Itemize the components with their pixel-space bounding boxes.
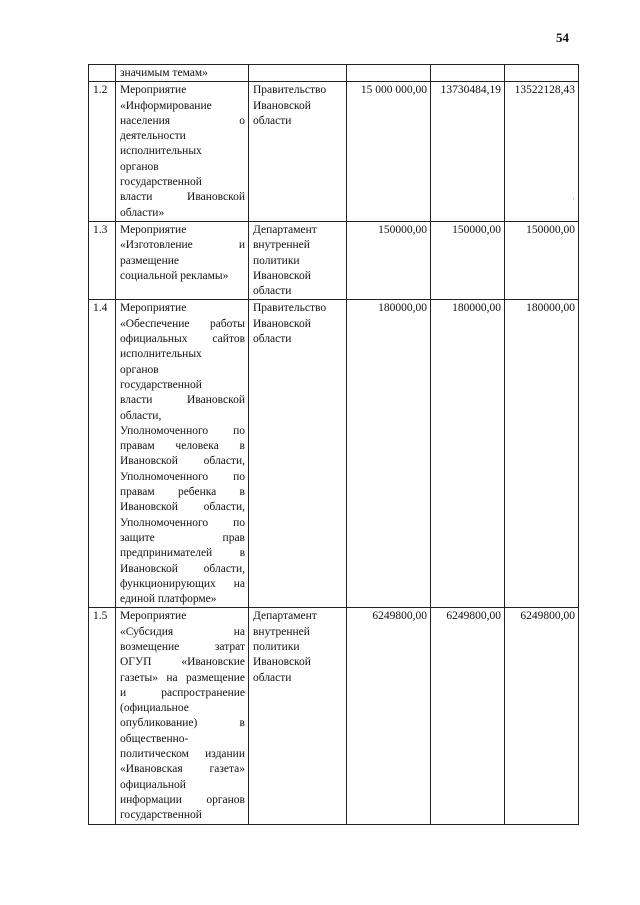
amount-cell-3: 150000,00 <box>505 221 579 299</box>
executor-line: политики <box>253 640 300 653</box>
amount-cell-3: 6249800,00 <box>505 608 579 824</box>
activity-name-line: (официальное <box>120 702 189 715</box>
amount-cell-2: 180000,00 <box>431 300 505 608</box>
table-body <box>89 65 579 825</box>
activity-name-line: Ивановской области, <box>120 501 245 514</box>
activity-name-line: функционирующих на <box>120 577 245 590</box>
executor-line: Ивановской <box>253 99 311 112</box>
activity-name-line: области, <box>120 409 162 422</box>
executor-line: области <box>253 333 292 346</box>
activity-name-line: правам ребенка в <box>120 486 245 499</box>
activity-name-line: области» <box>120 206 165 219</box>
activity-name-line: «Обеспечение работы <box>120 317 245 330</box>
activity-name-line: значимым темам» <box>120 67 208 79</box>
activity-name-line: государственной <box>120 176 202 189</box>
executor-line: Ивановской <box>253 656 311 669</box>
activity-name-line: Ивановской области, <box>120 562 245 575</box>
activity-name-line: информации органов <box>120 793 245 806</box>
table-row <box>89 221 579 299</box>
activity-name-cell <box>116 221 249 299</box>
activity-name-line: деятельности <box>120 130 186 143</box>
budget-table <box>88 64 579 825</box>
activity-name-line: исполнительных <box>120 348 202 361</box>
activity-name-line: Мероприятие <box>120 610 187 623</box>
row-number <box>89 65 116 82</box>
executor-cell <box>249 608 347 824</box>
activity-name-line: Уполномоченного по <box>120 470 245 483</box>
amount-cell-2: 150000,00 <box>431 221 505 299</box>
activity-name-line: единой платформе» <box>120 593 217 606</box>
executor-line: политики <box>253 254 300 267</box>
amount-cell-1: 150000,00 <box>347 221 431 299</box>
activity-name-line: защите прав <box>120 531 245 544</box>
executor-line: внутренней <box>253 239 310 252</box>
executor-cell <box>249 82 347 222</box>
activity-name-line: населения о <box>120 114 245 127</box>
table-row <box>89 82 579 222</box>
activity-name-line: Мероприятие <box>120 223 187 236</box>
activity-name-line: и распространение <box>120 686 245 699</box>
activity-name-line: «Субсидия на <box>120 625 245 638</box>
activity-name-line: государственной <box>120 378 202 391</box>
executor-line: области <box>253 114 292 127</box>
executor-line: области <box>253 671 292 684</box>
amount-cell-3: 13522128,43 <box>505 82 579 222</box>
activity-name-line: общественно- <box>120 732 189 745</box>
activity-name-line: размещение <box>120 254 179 267</box>
activity-name-line: Ивановской области, <box>120 455 245 468</box>
activity-name-line: официальной <box>120 778 186 791</box>
activity-name-line: государственной <box>120 809 202 822</box>
amount-cell-1: 15 000 000,00 <box>347 82 431 222</box>
activity-name-line: опубликование) в <box>120 717 245 730</box>
executor-line: внутренней <box>253 625 310 638</box>
activity-name-line: Уполномоченного по <box>120 424 245 437</box>
executor-line: Ивановской <box>253 269 311 282</box>
amount-cell-3 <box>505 65 579 82</box>
activity-name-line: политическом издании <box>120 748 245 761</box>
row-number: 1.5 <box>89 608 116 824</box>
activity-name-cell <box>116 82 249 222</box>
page-number: 54 <box>556 30 569 45</box>
activity-name-line: Мероприятие <box>120 302 187 315</box>
executor-cell <box>249 221 347 299</box>
activity-name-line: органов <box>120 363 159 376</box>
activity-name-line: возмещение затрат <box>120 640 245 653</box>
activity-name-line: Уполномоченного по <box>120 516 245 529</box>
activity-name-line: официальных сайтов <box>120 333 245 346</box>
table-row <box>89 65 579 82</box>
amount-cell-2: 13730484,19 <box>431 82 505 222</box>
activity-name-cell <box>116 300 249 608</box>
executor-cell <box>249 300 347 608</box>
activity-name-line: «Изготовление и <box>120 239 245 252</box>
amount-cell-1: 6249800,00 <box>347 608 431 824</box>
table-row <box>89 608 579 824</box>
row-number: 1.2 <box>89 82 116 222</box>
activity-name-line: правам человека в <box>120 440 245 453</box>
executor-cell <box>249 65 347 82</box>
executor-line: области <box>253 285 292 298</box>
amount-cell-1: 180000,00 <box>347 300 431 608</box>
executor-line: Департамент <box>253 610 317 623</box>
row-number: 1.4 <box>89 300 116 608</box>
amount-cell-2: 6249800,00 <box>431 608 505 824</box>
activity-name-cell <box>116 65 249 82</box>
amount-cell-1 <box>347 65 431 82</box>
executor-line: Правительство <box>253 302 327 315</box>
executor-line: Правительство <box>253 84 327 97</box>
amount-cell-2 <box>431 65 505 82</box>
activity-name-line: власти Ивановской <box>120 191 245 204</box>
scan-speck: · <box>572 194 575 204</box>
executor-line: Департамент <box>253 223 317 236</box>
executor-line: Ивановской <box>253 317 311 330</box>
activity-name-line: предпринимателей в <box>120 547 245 560</box>
activity-name-line: Мероприятие <box>120 84 187 97</box>
activity-name-line: «Ивановская газета» <box>120 763 245 776</box>
amount-cell-3: 180000,00 <box>505 300 579 608</box>
activity-name-line: ОГУП «Ивановские <box>120 656 245 669</box>
activity-name-line: «Информирование <box>120 99 212 112</box>
activity-name-cell <box>116 608 249 824</box>
activity-name-line: власти Ивановской <box>120 394 245 407</box>
row-number: 1.3 <box>89 221 116 299</box>
activity-name-line: органов <box>120 160 159 173</box>
activity-name-line: социальной рекламы» <box>120 269 229 282</box>
activity-name-line: газеты» на размещение <box>120 671 245 684</box>
table-row <box>89 300 579 608</box>
activity-name-line: исполнительных <box>120 145 202 158</box>
